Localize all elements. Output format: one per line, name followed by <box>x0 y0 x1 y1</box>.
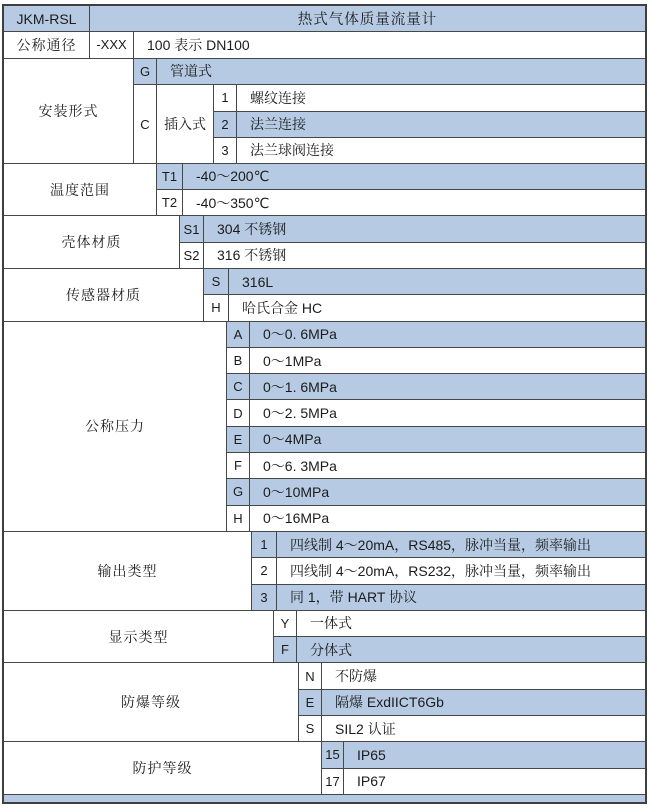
option-code: S1 <box>180 216 204 241</box>
table-footer-strip <box>4 795 645 802</box>
options-column <box>322 742 645 794</box>
option-row <box>227 427 645 453</box>
section-label: 防护等级 <box>4 742 322 794</box>
option-row <box>227 322 645 348</box>
option-row <box>322 769 645 794</box>
model-selection-table <box>2 4 647 804</box>
option-desc: IP67 <box>357 773 386 790</box>
option-desc: 0～6. 3MPa <box>263 457 337 474</box>
option-desc: 100 表示 DN100 <box>147 36 250 53</box>
option-row <box>134 59 645 86</box>
option-row <box>299 690 645 716</box>
option-code: 1 <box>252 532 277 557</box>
option-desc: -40～200℃ <box>196 168 270 185</box>
option-code: F <box>274 637 297 662</box>
option-code: H <box>227 506 250 531</box>
section-label: 公称压力 <box>4 322 227 531</box>
model-code: JKM-RSL <box>4 6 90 31</box>
section-label: 输出类型 <box>4 532 252 610</box>
option-desc: 螺纹连接 <box>250 89 306 106</box>
option-row <box>252 585 645 610</box>
option-desc: IP65 <box>357 746 386 763</box>
section-display-type <box>4 611 645 664</box>
option-code: S <box>299 716 322 741</box>
option-row <box>204 269 645 295</box>
section-nominal-pressure <box>4 322 645 532</box>
option-desc: 0～0. 6MPa <box>263 326 337 343</box>
option-row <box>252 532 645 558</box>
option-row <box>180 243 645 268</box>
option-code: E <box>299 690 322 715</box>
option-code: 2 <box>214 112 237 137</box>
option-desc: 316L <box>242 273 274 290</box>
option-desc: 法兰球阀连接 <box>250 142 334 159</box>
option-code: G <box>227 479 250 504</box>
section-explosion-proof <box>4 663 645 742</box>
option-desc: 同 1，带 HART 协议 <box>290 589 418 606</box>
option-row <box>252 558 645 584</box>
section-installation <box>4 59 645 164</box>
option-desc: 管道式 <box>170 63 212 80</box>
section-temperature-range <box>4 164 645 217</box>
option-code: 15 <box>322 742 344 767</box>
option-code: N <box>299 663 322 688</box>
option-desc: 隔爆 ExdIICT6Gb <box>335 694 444 711</box>
option-row <box>227 479 645 505</box>
option-desc: 0～2. 5MPa <box>263 405 337 422</box>
insertion-label: 插入式 <box>157 85 214 162</box>
option-desc: 一体式 <box>310 615 352 632</box>
section-label: 显示类型 <box>4 611 274 663</box>
options-column <box>180 216 645 268</box>
option-code: T2 <box>157 190 183 215</box>
option-code: 3 <box>252 585 277 610</box>
insertion-group-row <box>134 85 645 162</box>
option-desc: -40～350℃ <box>196 194 270 211</box>
product-title: 热式气体质量流量计 <box>297 12 438 29</box>
section-label: 传感器材质 <box>4 269 204 321</box>
option-desc: 分体式 <box>310 641 352 658</box>
option-desc: 316 不锈钢 <box>217 247 287 264</box>
option-code: S2 <box>180 243 204 268</box>
section-nominal-diameter <box>4 32 645 58</box>
option-code: D <box>227 400 250 425</box>
option-code: -XXX <box>90 32 134 57</box>
option-desc: 四线制 4～20mA，RS232，脉冲当量，频率输出 <box>290 562 592 579</box>
option-desc: 304 不锈钢 <box>217 221 287 238</box>
option-code: B <box>227 348 250 373</box>
option-desc: 四线制 4～20mA，RS485，脉冲当量，频率输出 <box>290 536 592 553</box>
section-sensor-material <box>4 269 645 322</box>
option-row <box>214 138 645 163</box>
option-desc: SIL2 认证 <box>335 720 396 737</box>
options-column <box>299 663 645 741</box>
option-code: Y <box>274 611 297 636</box>
option-row <box>322 742 645 768</box>
option-row <box>227 453 645 479</box>
section-label: 壳体材质 <box>4 216 180 268</box>
option-row <box>299 716 645 741</box>
option-code: A <box>227 322 250 347</box>
sub-options-column <box>214 85 645 162</box>
option-row <box>227 506 645 531</box>
option-row <box>227 348 645 374</box>
option-desc: 不防爆 <box>335 668 377 685</box>
option-code: 1 <box>214 85 237 110</box>
option-desc: 0～10MPa <box>263 483 330 500</box>
option-row <box>204 295 645 320</box>
section-label: 公称通径 <box>4 32 90 57</box>
option-code: C <box>134 85 157 162</box>
option-code: 2 <box>252 558 277 583</box>
options-column <box>227 322 645 531</box>
options-column <box>204 269 645 321</box>
option-code: H <box>204 295 229 320</box>
options-column <box>134 59 645 163</box>
option-row <box>180 216 645 242</box>
option-desc: 0～4MPa <box>263 431 322 448</box>
option-row <box>227 400 645 426</box>
option-row <box>157 190 645 215</box>
section-label: 安装形式 <box>4 59 134 163</box>
option-code: T1 <box>157 164 183 189</box>
options-column <box>157 164 645 216</box>
header-row <box>4 6 645 32</box>
section-label: 防爆等级 <box>4 663 299 741</box>
option-row <box>227 374 645 400</box>
options-column <box>252 532 645 610</box>
option-row <box>157 164 645 190</box>
option-code: F <box>227 453 250 478</box>
option-code: E <box>227 427 250 452</box>
option-desc: 0～1. 6MPa <box>263 378 337 395</box>
option-desc: 哈氏合金 HC <box>242 299 323 316</box>
section-label: 温度范围 <box>4 164 157 216</box>
option-code: S <box>204 269 229 294</box>
options-column <box>274 611 645 663</box>
option-code: G <box>134 59 157 85</box>
option-row <box>214 112 645 138</box>
option-row <box>299 663 645 689</box>
option-code: C <box>227 374 250 399</box>
option-desc: 法兰连接 <box>250 116 306 133</box>
section-output-type <box>4 532 645 611</box>
option-row <box>214 85 645 111</box>
section-protection-rating <box>4 742 645 795</box>
option-desc: 0～16MPa <box>263 510 330 527</box>
option-desc: 0～1MPa <box>263 352 322 369</box>
option-code: 3 <box>214 138 237 163</box>
option-row <box>274 611 645 637</box>
option-row <box>274 637 645 662</box>
section-housing-material <box>4 216 645 269</box>
option-code: 17 <box>322 769 344 794</box>
